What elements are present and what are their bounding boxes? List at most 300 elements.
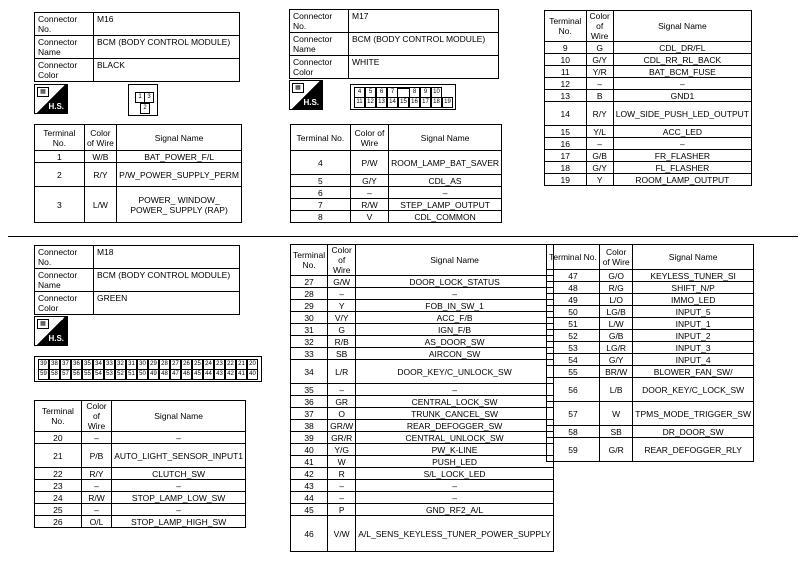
signal-name-cell: – <box>356 480 554 492</box>
table-row <box>291 480 554 492</box>
wire-color-cell: Y <box>328 300 356 312</box>
wire-color-cell: R/W <box>350 199 388 211</box>
wire-color-cell: – <box>586 138 613 150</box>
pin: 39 <box>38 359 49 370</box>
wire-color-cell: Y/L <box>586 126 613 138</box>
signal-name-cell: – <box>356 288 554 300</box>
signal-name-cell: STEP_LAMP_OUTPUT <box>389 199 502 211</box>
wire-color-cell: GR/W <box>328 420 356 432</box>
connector-no-value: M18 <box>94 246 240 269</box>
connector-color-label: Connector Color <box>290 56 349 79</box>
table-row <box>35 432 246 444</box>
wire-color-cell: Y/G <box>328 444 356 456</box>
terminal-cell: 20 <box>35 432 82 444</box>
table-row <box>35 444 246 468</box>
signal-name-cell: FL_FLASHER <box>613 162 751 174</box>
signal-header: Signal Name <box>613 11 751 42</box>
wire-color-cell: G/B <box>586 150 613 162</box>
table-row <box>547 330 754 342</box>
signal-name-cell: FR_FLASHER <box>613 150 751 162</box>
terminal-cell: 31 <box>291 324 328 336</box>
terminal-cell: 47 <box>547 270 600 282</box>
signal-name-cell: CDL_DR/FL <box>613 42 751 54</box>
terminal-header: Terminal No. <box>291 245 328 276</box>
m16-info-table <box>34 12 240 82</box>
terminal-cell: 36 <box>291 396 328 408</box>
hs-label: H.S. <box>48 102 64 111</box>
wire-color-cell: L/O <box>600 294 633 306</box>
wire-color-cell: LG/B <box>600 306 633 318</box>
pin: 50 <box>137 369 148 380</box>
signal-name-cell: POWER_ WINDOW_ POWER_ SUPPLY (RAP) <box>117 187 242 223</box>
signal-name-cell: CDL_RR_RL_BACK <box>613 54 751 66</box>
pin: 24 <box>203 359 214 370</box>
terminal-cell: 3 <box>35 187 85 223</box>
signal-name-cell: CDL_COMMON <box>389 211 502 223</box>
wire-color-cell: – <box>81 504 111 516</box>
terminal-cell: 39 <box>291 432 328 444</box>
signal-name-cell: CENTRAL_LOCK_SW <box>356 396 554 408</box>
signal-name-cell: – <box>613 138 751 150</box>
m17-info-table <box>289 9 499 79</box>
m16-terminal-table <box>34 124 242 223</box>
wire-color-cell: G <box>328 324 356 336</box>
terminal-cell: 18 <box>545 162 587 174</box>
table-row <box>291 360 554 384</box>
signal-name-cell: P/W_POWER_SUPPLY_PERM <box>117 163 242 187</box>
color-header: Color of Wire <box>600 245 633 270</box>
wire-color-cell: G/Y <box>600 354 633 366</box>
table-row <box>547 402 754 426</box>
terminal-cell: 23 <box>35 480 82 492</box>
connector-no-label: Connector No. <box>290 10 349 33</box>
signal-name-cell: STOP_LAMP_LOW_SW <box>112 492 246 504</box>
pin: 45 <box>192 369 203 380</box>
section-divider <box>8 236 798 237</box>
signal-name-cell: DR_DOOR_SW <box>633 426 754 438</box>
wire-color-cell: W <box>600 402 633 426</box>
terminal-cell: 41 <box>291 456 328 468</box>
signal-name-cell: ACC_F/B <box>356 312 554 324</box>
table-row <box>35 151 242 163</box>
terminal-cell: 15 <box>545 126 587 138</box>
pin: 42 <box>225 369 236 380</box>
m17-terminal-table <box>290 124 502 223</box>
wire-color-cell: G/B <box>600 330 633 342</box>
wire-color-cell: Y/R <box>586 66 613 78</box>
pin: 2 <box>140 103 150 114</box>
table-row <box>547 318 754 330</box>
terminal-cell: 50 <box>547 306 600 318</box>
terminal-cell: 32 <box>291 336 328 348</box>
wire-color-cell: B <box>586 90 613 102</box>
color-header: Color of Wire <box>586 11 613 42</box>
pin: 47 <box>170 369 181 380</box>
wire-color-cell: V/W <box>328 516 356 552</box>
connector-name-label: Connector Name <box>35 36 94 59</box>
signal-name-cell: BLOWER_FAN_SW/ <box>633 366 754 378</box>
terminal-cell: 8 <box>291 211 351 223</box>
m18-terminal-table <box>34 400 246 528</box>
color-header: Color of Wire <box>81 401 111 432</box>
table-row <box>545 150 752 162</box>
table-row <box>291 408 554 420</box>
signal-name-cell: – <box>112 504 246 516</box>
pin: 13 <box>376 97 387 108</box>
terminal-cell: 53 <box>547 342 600 354</box>
signal-name-cell: CENTRAL_UNLOCK_SW <box>356 432 554 444</box>
pin: 38 <box>49 359 60 370</box>
pin: 10 <box>431 87 442 98</box>
table-row <box>291 324 554 336</box>
terminal-cell: 33 <box>291 348 328 360</box>
terminal-cell: 56 <box>547 378 600 402</box>
table-row <box>291 432 554 444</box>
connector-name-label: Connector Name <box>35 269 94 292</box>
pin: 36 <box>71 359 82 370</box>
m17-connector-diagram <box>350 84 456 110</box>
wire-color-cell: O/L <box>81 516 111 528</box>
terminal-cell: 59 <box>547 438 600 462</box>
table-row <box>291 151 502 175</box>
signal-name-cell: DOOR_KEY/C_UNLOCK_SW <box>356 360 554 384</box>
terminal-header: Terminal No. <box>545 11 587 42</box>
pin: 9 <box>420 87 431 98</box>
terminal-cell: 40 <box>291 444 328 456</box>
terminal-cell: 30 <box>291 312 328 324</box>
signal-name-cell: AS_DOOR_SW <box>356 336 554 348</box>
wire-color-cell: – <box>328 492 356 504</box>
wire-color-cell: SB <box>328 348 356 360</box>
connector-no-label: Connector No. <box>35 13 94 36</box>
signal-name-cell: DOOR_KEY/C_LOCK_SW <box>633 378 754 402</box>
m18-info-table <box>34 245 240 315</box>
hs-icon <box>34 84 68 114</box>
table-row <box>547 270 754 282</box>
table-row <box>547 354 754 366</box>
pin: 33 <box>104 359 115 370</box>
pin: 8 <box>409 87 420 98</box>
color-header: Color of Wire <box>350 125 388 151</box>
terminal-cell: 1 <box>35 151 85 163</box>
wire-color-cell: G <box>586 42 613 54</box>
signal-name-cell: PW_K-LINE <box>356 444 554 456</box>
table-row <box>35 516 246 528</box>
signal-name-cell: BAT_BCM_FUSE <box>613 66 751 78</box>
pin <box>398 87 409 89</box>
table-row <box>291 456 554 468</box>
terminal-cell: 14 <box>545 102 587 126</box>
table-row <box>545 66 752 78</box>
terminal-cell: 24 <box>35 492 82 504</box>
table-row <box>35 492 246 504</box>
pin: 7 <box>387 87 398 98</box>
pin: 16 <box>409 97 420 108</box>
pin: 43 <box>214 369 225 380</box>
table-row <box>35 468 246 480</box>
pin: 49 <box>148 369 159 380</box>
pin: 32 <box>115 359 126 370</box>
terminal-cell: 25 <box>35 504 82 516</box>
signal-header: Signal Name <box>112 401 246 432</box>
signal-header: Signal Name <box>389 125 502 151</box>
signal-name-cell: A/L_SENS_KEYLESS_TUNER_POWER_SUPPLY <box>356 516 554 552</box>
wire-color-cell: R/G <box>600 282 633 294</box>
table-row <box>291 420 554 432</box>
signal-name-cell: – <box>112 432 246 444</box>
table-row <box>291 187 502 199</box>
hs-icon <box>289 80 323 110</box>
signal-header: Signal Name <box>117 125 242 151</box>
pin: 40 <box>247 369 258 380</box>
color-header: Color of Wire <box>328 245 356 276</box>
terminal-cell: 22 <box>35 468 82 480</box>
terminal-cell: 26 <box>35 516 82 528</box>
terminal-cell: 44 <box>291 492 328 504</box>
signal-name-cell: – <box>613 78 751 90</box>
connector-name-value: BCM (BODY CONTROL MODULE) <box>94 36 240 59</box>
pin: 17 <box>420 97 431 108</box>
wire-color-cell: GR <box>328 396 356 408</box>
signal-name-cell: INPUT_5 <box>633 306 754 318</box>
table-row <box>291 492 554 504</box>
terminal-cell: 27 <box>291 276 328 288</box>
signal-name-cell: FOB_IN_SW_1 <box>356 300 554 312</box>
terminal-cell: 5 <box>291 175 351 187</box>
table-row <box>291 211 502 223</box>
signal-name-cell: LOW_SIDE_PUSH_LED_OUTPUT <box>613 102 751 126</box>
terminal-cell: 52 <box>547 330 600 342</box>
wire-color-cell: G/O <box>600 270 633 282</box>
connector-name-value: BCM (BODY CONTROL MODULE) <box>349 33 499 56</box>
pin: 51 <box>126 369 137 380</box>
table-row <box>547 282 754 294</box>
pin: 22 <box>225 359 236 370</box>
connector-no-value: M17 <box>349 10 499 33</box>
wire-color-cell: L/W <box>600 318 633 330</box>
wire-color-cell: W/B <box>84 151 117 163</box>
terminal-cell: 17 <box>545 150 587 162</box>
signal-name-cell: S/L_LOCK_LED <box>356 468 554 480</box>
pin: 19 <box>442 97 453 108</box>
terminal-cell: 12 <box>545 78 587 90</box>
connector-color-label: Connector Color <box>35 59 94 82</box>
wire-color-cell: – <box>328 480 356 492</box>
terminal-cell: 35 <box>291 384 328 396</box>
connector-no-label: Connector No. <box>35 246 94 269</box>
table-row <box>291 336 554 348</box>
terminal-header: Terminal No. <box>35 401 82 432</box>
hs-icon <box>34 316 68 346</box>
terminal-cell: 11 <box>545 66 587 78</box>
pin: 52 <box>115 369 126 380</box>
color-header: Color of Wire <box>84 125 117 151</box>
connector-color-label: Connector Color <box>35 292 94 315</box>
m18-terminal-table-cont2 <box>546 244 754 462</box>
connector-glyph-icon: ▦ <box>292 83 304 93</box>
pin: 21 <box>236 359 247 370</box>
connector-color-value: BLACK <box>94 59 240 82</box>
table-row <box>545 126 752 138</box>
signal-name-cell: GND_RF2_A/L <box>356 504 554 516</box>
wire-color-cell: L/R <box>328 360 356 384</box>
pin: 44 <box>203 369 214 380</box>
pin: 29 <box>148 359 159 370</box>
signal-name-cell: ACC_LED <box>613 126 751 138</box>
wire-color-cell: – <box>81 480 111 492</box>
signal-name-cell: DOOR_LOCK_STATUS <box>356 276 554 288</box>
table-row <box>547 306 754 318</box>
table-row <box>545 102 752 126</box>
wire-color-cell: V/Y <box>328 312 356 324</box>
signal-name-cell: STOP_LAMP_HIGH_SW <box>112 516 246 528</box>
wire-color-cell: P <box>328 504 356 516</box>
pin: 59 <box>38 369 49 380</box>
pin: 5 <box>365 87 376 98</box>
terminal-cell: 38 <box>291 420 328 432</box>
table-row <box>291 516 554 552</box>
connector-name-label: Connector Name <box>290 33 349 56</box>
terminal-cell: 58 <box>547 426 600 438</box>
terminal-cell: 10 <box>545 54 587 66</box>
wire-color-cell: G/Y <box>586 54 613 66</box>
pin: 31 <box>126 359 137 370</box>
terminal-cell: 28 <box>291 288 328 300</box>
pin: 46 <box>181 369 192 380</box>
terminal-header: Terminal No. <box>291 125 351 151</box>
wire-color-cell: R/Y <box>586 102 613 126</box>
signal-name-cell: ROOM_LAMP_BAT_SAVER <box>389 151 502 175</box>
signal-name-cell: IMMO_LED <box>633 294 754 306</box>
pin: 25 <box>192 359 203 370</box>
table-row <box>291 312 554 324</box>
wire-color-cell: R/W <box>81 492 111 504</box>
terminal-cell: 57 <box>547 402 600 426</box>
pin: 35 <box>82 359 93 370</box>
signal-name-cell: – <box>356 492 554 504</box>
connector-color-value: GREEN <box>94 292 240 315</box>
table-row <box>35 480 246 492</box>
table-row <box>291 348 554 360</box>
wire-color-cell: L/W <box>84 187 117 223</box>
table-row <box>291 300 554 312</box>
wire-color-cell: BR/W <box>600 366 633 378</box>
table-row <box>547 342 754 354</box>
terminal-cell: 2 <box>35 163 85 187</box>
wire-color-cell: G/Y <box>350 175 388 187</box>
signal-name-cell: TPMS_MODE_TRIGGER_SW <box>633 402 754 426</box>
terminal-cell: 19 <box>545 174 587 186</box>
wire-color-cell: P/B <box>81 444 111 468</box>
pin: 23 <box>214 359 225 370</box>
table-row <box>291 276 554 288</box>
table-row <box>35 163 242 187</box>
signal-name-cell: SHIFT_N/P <box>633 282 754 294</box>
hs-label: H.S. <box>48 334 64 343</box>
hs-label: H.S. <box>303 98 319 107</box>
wire-color-cell: R/Y <box>84 163 117 187</box>
signal-name-cell: TRUNK_CANCEL_SW <box>356 408 554 420</box>
terminal-header: Terminal No. <box>35 125 85 151</box>
table-row <box>547 426 754 438</box>
wire-color-cell: – <box>586 78 613 90</box>
wire-color-cell: – <box>328 288 356 300</box>
signal-name-cell: BAT_POWER_F/L <box>117 151 242 163</box>
signal-name-cell: – <box>112 480 246 492</box>
signal-name-cell: IGN_F/B <box>356 324 554 336</box>
pin: 12 <box>365 97 376 108</box>
pin: 54 <box>93 369 104 380</box>
terminal-cell: 29 <box>291 300 328 312</box>
table-row <box>545 174 752 186</box>
table-row <box>545 138 752 150</box>
terminal-cell: 13 <box>545 90 587 102</box>
wire-color-cell: R <box>328 468 356 480</box>
table-row <box>545 42 752 54</box>
connector-no-value: M16 <box>94 13 240 36</box>
terminal-cell: 9 <box>545 42 587 54</box>
table-row <box>35 187 242 223</box>
wire-color-cell: G/Y <box>586 162 613 174</box>
pin: 55 <box>82 369 93 380</box>
pin: 53 <box>104 369 115 380</box>
wire-color-cell: R/Y <box>81 468 111 480</box>
signal-name-cell: AUTO_LIGHT_SENSOR_INPUT1 <box>112 444 246 468</box>
table-row <box>291 384 554 396</box>
table-row <box>291 288 554 300</box>
table-row <box>291 396 554 408</box>
table-row <box>545 90 752 102</box>
signal-name-cell: REAR_DEFOGGER_RLY <box>633 438 754 462</box>
signal-header: Signal Name <box>633 245 754 270</box>
pin: 37 <box>60 359 71 370</box>
table-row <box>545 78 752 90</box>
wire-color-cell: R/B <box>328 336 356 348</box>
terminal-cell: 51 <box>547 318 600 330</box>
terminal-header: Terminal No. <box>547 245 600 270</box>
pin: 15 <box>398 97 409 108</box>
pin: 11 <box>354 97 365 108</box>
wire-color-cell: G/W <box>328 276 356 288</box>
signal-name-cell: INPUT_2 <box>633 330 754 342</box>
table-row <box>291 504 554 516</box>
pin: 3 <box>144 92 154 103</box>
terminal-cell: 46 <box>291 516 328 552</box>
m18-terminal-table-cont1 <box>290 244 554 552</box>
connector-color-value: WHITE <box>349 56 499 79</box>
terminal-cell: 48 <box>547 282 600 294</box>
pin: 26 <box>181 359 192 370</box>
terminal-cell: 43 <box>291 480 328 492</box>
m18-connector-diagram <box>34 356 262 382</box>
wire-color-cell: – <box>350 187 388 199</box>
terminal-cell: 55 <box>547 366 600 378</box>
pin: 1 <box>135 92 145 103</box>
signal-name-cell: INPUT_3 <box>633 342 754 354</box>
signal-name-cell: CDL_AS <box>389 175 502 187</box>
pin: 6 <box>376 87 387 98</box>
wire-color-cell: V <box>350 211 388 223</box>
pin: 48 <box>159 369 170 380</box>
wire-color-cell: SB <box>600 426 633 438</box>
signal-name-cell: INPUT_1 <box>633 318 754 330</box>
table-row <box>547 438 754 462</box>
pin: 57 <box>60 369 71 380</box>
terminal-cell: 49 <box>547 294 600 306</box>
pin: 28 <box>159 359 170 370</box>
table-row <box>547 366 754 378</box>
signal-name-cell: – <box>356 384 554 396</box>
